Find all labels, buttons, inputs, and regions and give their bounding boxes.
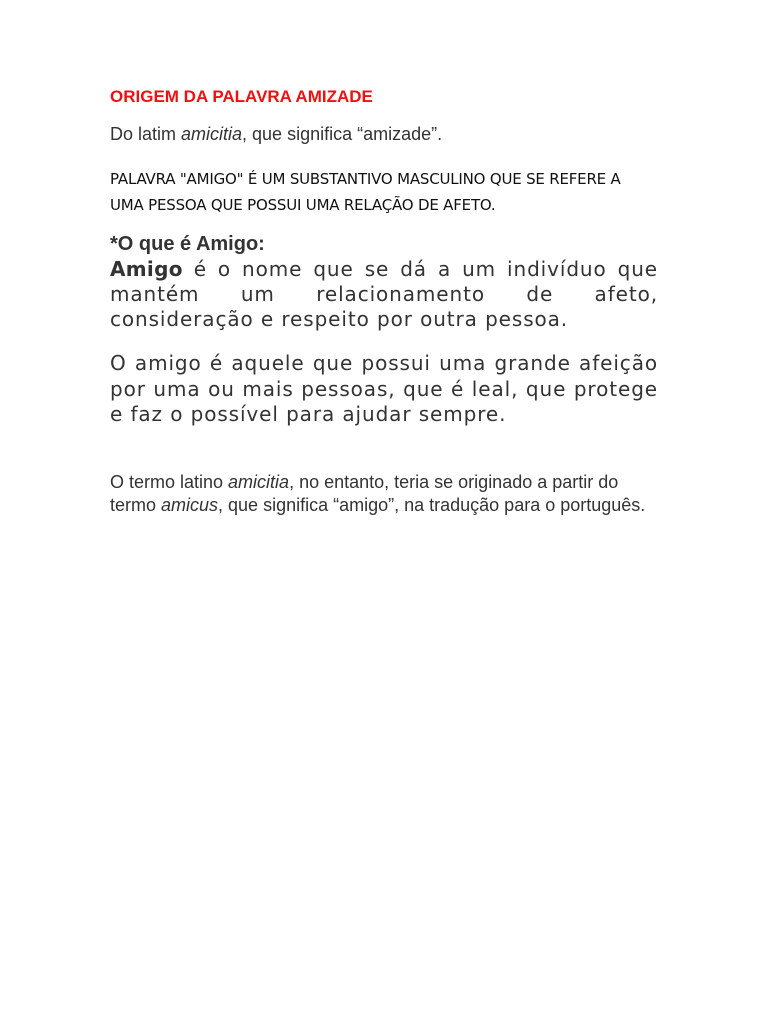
latin-term-paragraph [110, 471, 658, 517]
latin-part-3: , que significa “amigo”, na tradução para o português. [218, 495, 646, 515]
origin-term: amicitia [181, 124, 243, 144]
definition-text: é o nome que se dá a um indivíduo que mantém um relacionamento de afeto, consideração e respeito por outra pessoa. [110, 257, 658, 331]
origin-paragraph [110, 124, 442, 145]
latin-term-2: amicus [161, 495, 219, 515]
origin-suffix: , que significa “amizade”. [242, 124, 443, 144]
subheading: *O que é Amigo: [110, 233, 265, 255]
latin-term-1: amicitia [228, 472, 290, 492]
latin-part-1: O termo latino [110, 472, 229, 492]
origin-prefix: Do latim [110, 124, 182, 144]
definition-term: Amigo [110, 257, 183, 281]
definition-paragraph [110, 257, 658, 332]
latin-part-2: , no entanto, teria se originado a partir do termo [110, 472, 619, 515]
caps-paragraph: PALAVRA "AMIGO" É UM SUBSTANTIVO MASCULINO QUE SE REFERE A UMA PESSOA QUE POSSUI UMA RELAÇÃO DE AFETO. [110, 170, 621, 214]
friend-paragraph: O amigo é aquele que possui uma grande afeição por uma ou mais pessoas, que é leal, que protege e faz o possível para ajudar sempre. [110, 351, 658, 426]
document-title: ORIGEM DA PALAVRA AMIZADE [110, 87, 373, 106]
